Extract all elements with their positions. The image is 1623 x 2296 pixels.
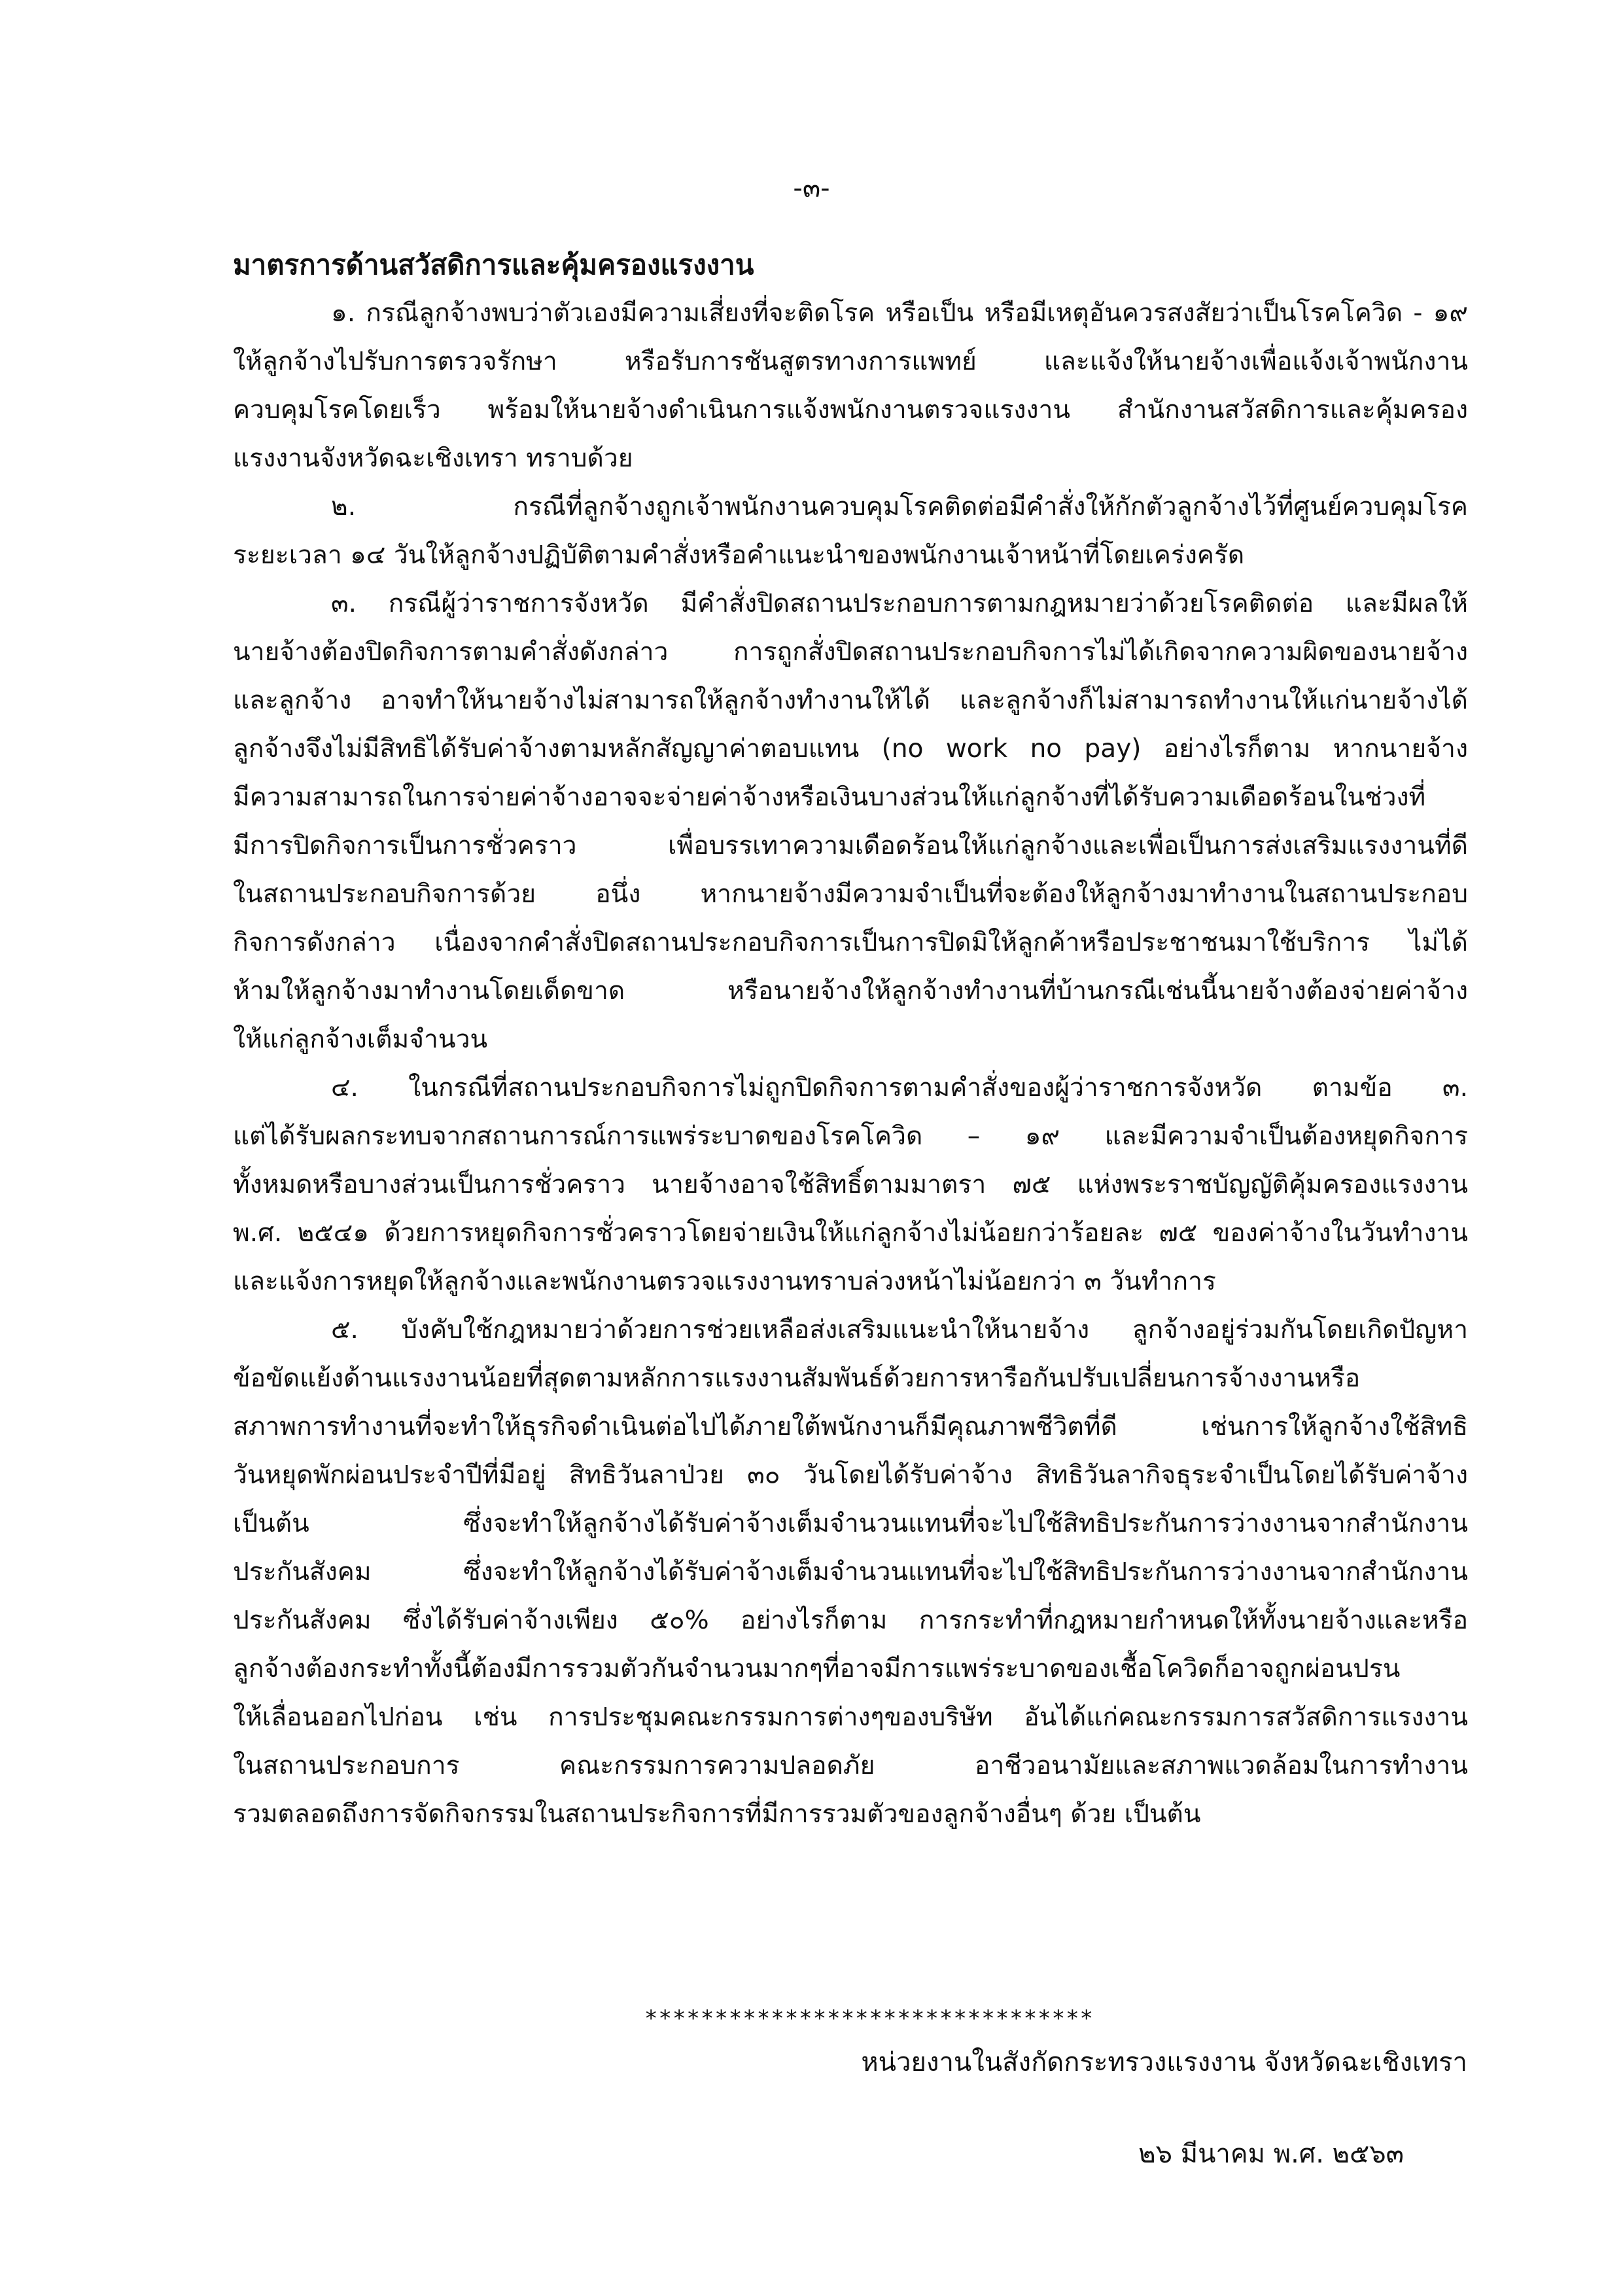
paragraph-line: ให้ลูกจ้างไปรับการตรวจรักษา หรือรับการชันสูตรทางการแพทย์ และแจ้งให้นายจ้างเพื่อแจ้งเจ้าพนักงาน (233, 347, 1468, 376)
paragraph-line: แรงงานจังหวัดฉะเชิงเทรา ทราบด้วย (233, 444, 633, 473)
paragraph-line: ๑. กรณีลูกจ้างพบว่าตัวเองมีความเสี่ยงที่จะติดโรค หรือเป็น หรือมีเหตุอันควรสงสัยว่าเป็นโรคโควิด - ๑๙ (331, 298, 1468, 328)
paragraph-line: ห้ามให้ลูกจ้างมาทำงานโดยเด็ดขาด หรือนายจ้างให้ลูกจ้างทำงานที่บ้านกรณีเช่นนี้นายจ้างต้องจ่ายค่าจ้าง (233, 976, 1468, 1006)
paragraph-line: ควบคุมโรคโดยเร็ว พร้อมให้นายจ้างดำเนินการแจ้งพนักงานตรวจแรงงาน สำนักงานสวัสดิการและคุ้มครอง (233, 395, 1468, 425)
paragraph-line: เป็นต้น ซึ่งจะทำให้ลูกจ้างได้รับค่าจ้างเต็มจำนวนแทนที่จะไปใช้สิทธิประกันการว่างงานจากสำนักงาน (233, 1509, 1468, 1538)
paragraph-line: วันหยุดพักผ่อนประจำปีที่มีอยู่ สิทธิวันลาป่วย ๓๐ วันโดยได้รับค่าจ้าง สิทธิวันลากิจธุระจำเป็นโดยได้รับค่าจ้าง (233, 1460, 1468, 1490)
paragraph-line: ให้แก่ลูกจ้างเต็มจำนวน (233, 1025, 488, 1054)
paragraph-line: ประกันสังคม ซึ่งได้รับค่าจ้างเพียง ๕๐% อย่างไรก็ตาม การกระทำที่กฎหมายกำหนดให้ทั้งนายจ้างและหรือ (233, 1606, 1468, 1635)
issue-date: ๒๖ มีนาคม พ.ศ. ๒๕๖๓ (1138, 2139, 1404, 2169)
paragraph-line: มีความสามารถในการจ่ายค่าจ้างอาจจะจ่ายค่าจ้างหรือเงินบางส่วนให้แก่ลูกจ้างที่ได้รับความเดือดร้อนในช่วงที่ (233, 783, 1426, 812)
paragraph-line: ทั้งหมดหรือบางส่วนเป็นการชั่วคราว นายจ้างอาจใช้สิทธิ์ตามมาตรา ๗๕ แห่งพระราชบัญญัติคุ้มครองแรงงาน (233, 1170, 1468, 1199)
paragraph-line: ระยะเวลา ๑๔ วันให้ลูกจ้างปฏิบัติตามคำสั่งหรือคำแนะนำของพนักงานเจ้าหน้าที่โดยเคร่งครัด (233, 540, 1245, 570)
separator-stars: ******************************** (644, 2005, 1094, 2032)
paragraph-line: และลูกจ้าง อาจทำให้นายจ้างไม่สามารถให้ลูกจ้างทำงานให้ได้ และลูกจ้างก็ไม่สามารถทำงานให้แก่นายจ้างได้ (233, 686, 1468, 715)
issuing-agency: หน่วยงานในสังกัดกระทรวงแรงงาน จังหวัดฉะเชิงเทรา (861, 2047, 1467, 2077)
paragraph-line: พ.ศ. ๒๕๔๑ ด้วยการหยุดกิจการชั่วคราวโดยจ่ายเงินให้แก่ลูกจ้างไม่น้อยกว่าร้อยละ ๗๕ ของค่าจ้างในวันทำงาน (233, 1218, 1468, 1248)
paragraph-line: กิจการดังกล่าว เนื่องจากคำสั่งปิดสถานประกอบกิจการเป็นการปิดมิให้ลูกค้าหรือประชาชนมาใช้บริการ ไม่ได้ (233, 928, 1468, 957)
paragraph-line: นายจ้างต้องปิดกิจการตามคำสั่งดังกล่าว การถูกสั่งปิดสถานประกอบกิจการไม่ได้เกิดจากความผิดของนายจ้าง (233, 637, 1468, 667)
paragraph-1 (233, 289, 1468, 483)
document-body (233, 241, 1468, 1839)
paragraph-line: ประกันสังคม ซึ่งจะทำให้ลูกจ้างได้รับค่าจ้างเต็มจำนวนแทนที่จะไปใช้สิทธิประกันการว่างงานจากสำนักงาน (233, 1557, 1468, 1587)
paragraph-line: ลูกจ้างต้องกระทำทั้งนี้ต้องมีการรวมตัวกันจำนวนมากๆที่อาจมีการแพร่ระบาดของเชื้อโควิดก็อาจถูกผ่อนปรน (233, 1654, 1401, 1684)
paragraph-line: ๓. กรณีผู้ว่าราชการจังหวัด มีคำสั่งปิดสถานประกอบการตามกฎหมายว่าด้วยโรคติดต่อ และมีผลให้ (331, 589, 1468, 618)
paragraph-line: ๒. กรณีที่ลูกจ้างถูกเจ้าพนักงานควบคุมโรคติดต่อมีคำสั่งให้กักตัวลูกจ้างไว้ที่ศูนย์ควบคุมโรค (331, 492, 1468, 521)
paragraph-5 (233, 1306, 1468, 1839)
paragraph-line: ๔. ในกรณีที่สถานประกอบกิจการไม่ถูกปิดกิจการตามคำสั่งของผู้ว่าราชการจังหวัด ตามข้อ ๓. (331, 1073, 1468, 1103)
paragraph-3 (233, 580, 1468, 1064)
paragraph-2 (233, 483, 1468, 580)
section-heading: มาตรการด้านสวัสดิการและคุ้มครองแรงงาน (233, 249, 754, 281)
page-number: -๓- (793, 173, 830, 203)
paragraph-line: ในสถานประกอบกิจการด้วย อนึ่ง หากนายจ้างมีความจำเป็นที่จะต้องให้ลูกจ้างมาทำงานในสถานประกอบ (233, 879, 1468, 909)
paragraph-line: ให้เลื่อนออกไปก่อน เช่น การประชุมคณะกรรมการต่างๆของบริษัท อันได้แก่คณะกรรมการสวัสดิการแรงงาน (233, 1703, 1468, 1732)
paragraph-line: ลูกจ้างจึงไม่มีสิทธิได้รับค่าจ้างตามหลักสัญญาค่าตอบแทน (no work no pay) อย่างไรก็ตาม หากนายจ้าง (233, 734, 1468, 764)
paragraph-4 (233, 1064, 1468, 1306)
paragraph-line: ข้อขัดแย้งด้านแรงงานน้อยที่สุดตามหลักการแรงงานสัมพันธ์ด้วยการหารือกันปรับเปลี่ยนการจ้างงานหรือ (233, 1364, 1361, 1393)
paragraph-line: มีการปิดกิจการเป็นการชั่วคราว เพื่อบรรเทาความเดือดร้อนให้แก่ลูกจ้างและเพื่อเป็นการส่งเสริมแรงงานที่ดี (233, 831, 1468, 860)
paragraph-line: ในสถานประกอบการ คณะกรรมการความปลอดภัย อาชีวอนามัยและสภาพแวดล้อมในการทำงาน (233, 1751, 1468, 1780)
paragraph-line: และแจ้งการหยุดให้ลูกจ้างและพนักงานตรวจแรงงานทราบล่วงหน้าไม่น้อยกว่า ๓ วันทำการ (233, 1267, 1216, 1296)
paragraph-line: รวมตลอดถึงการจัดกิจกรรมในสถานประกิจการที่มีการรวมตัวของลูกจ้างอื่นๆ ด้วย เป็นต้น (233, 1799, 1201, 1829)
paragraph-line: แต่ได้รับผลกระทบจากสถานการณ์การแพร่ระบาดของโรคโควิด – ๑๙ และมีความจำเป็นต้องหยุดกิจการ (233, 1122, 1468, 1151)
paragraph-line: สภาพการทำงานที่จะทำให้ธุรกิจดำเนินต่อไปได้ภายใต้พนักงานก็มีคุณภาพชีวิตที่ดี เช่นการให้ลูกจ้างใช้สิทธิ (233, 1412, 1468, 1441)
paragraph-line: ๕. บังคับใช้กฎหมายว่าด้วยการช่วยเหลือส่งเสริมแนะนำให้นายจ้าง ลูกจ้างอยู่ร่วมกันโดยเกิดปัญหา (331, 1315, 1468, 1345)
